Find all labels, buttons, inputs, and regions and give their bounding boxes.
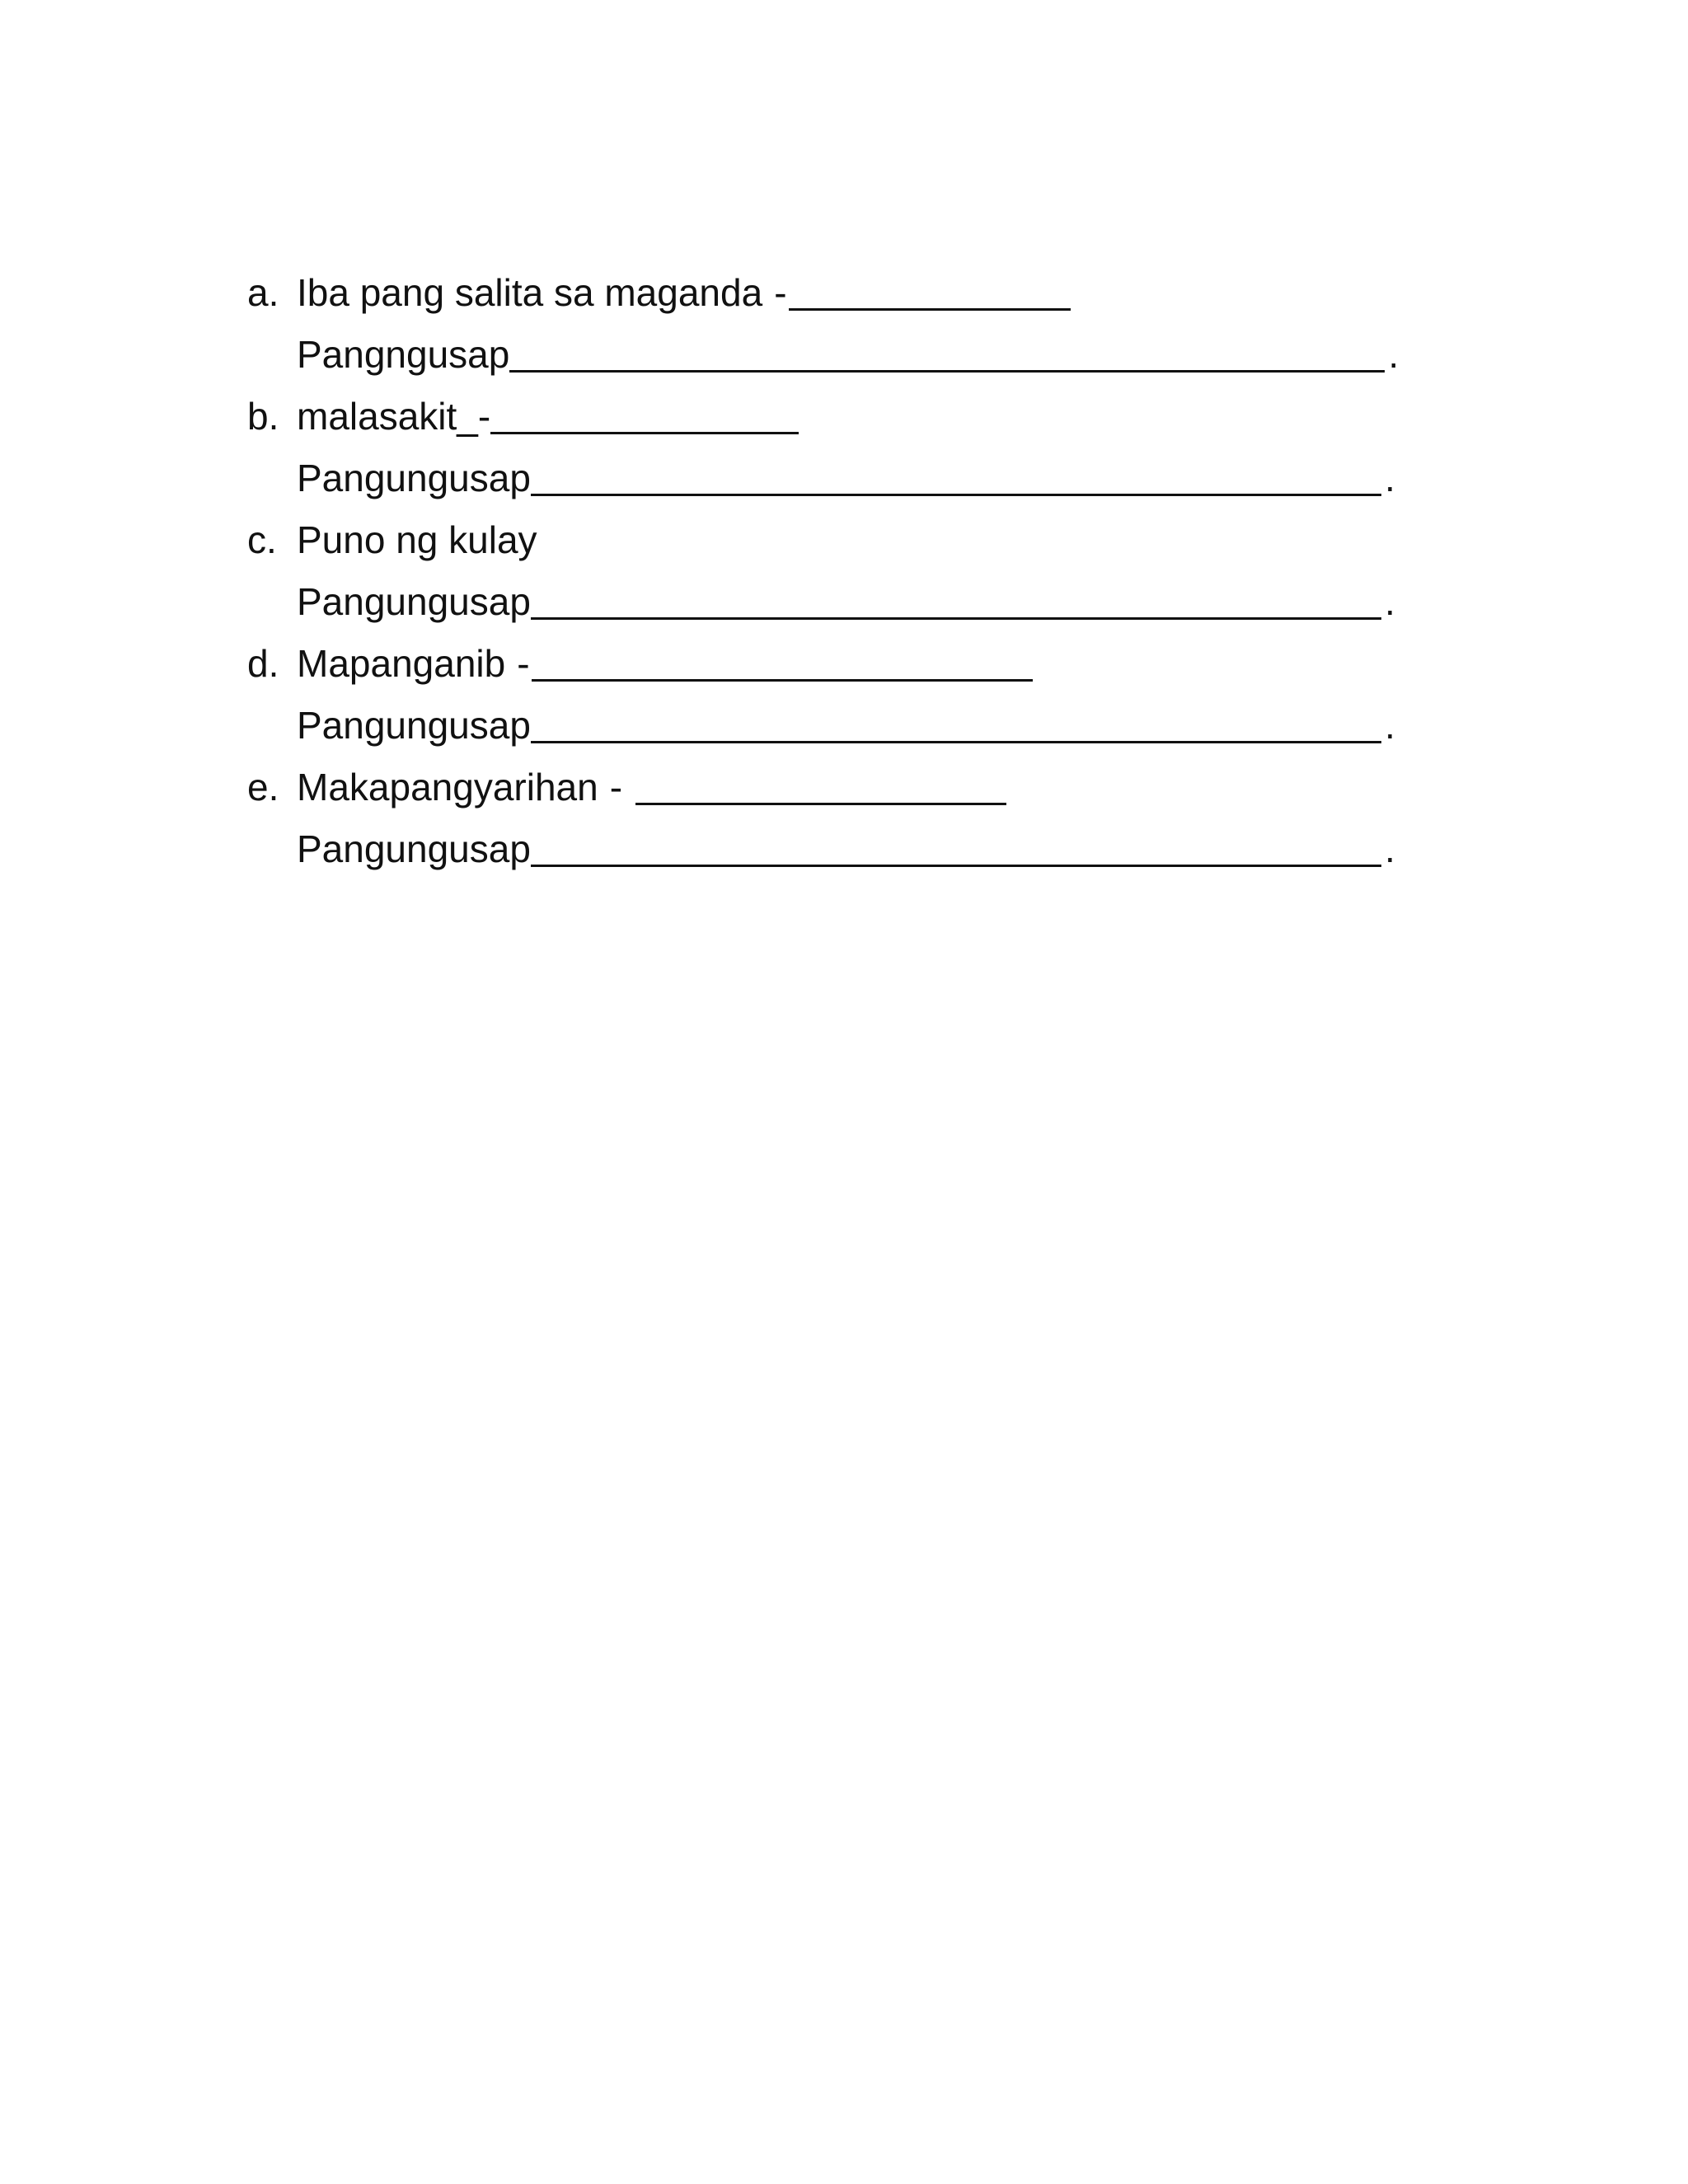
item-marker: c.: [247, 518, 277, 561]
sentence-answer-blank[interactable]: [531, 827, 1381, 867]
item-prompt: Mapanganib: [297, 642, 506, 685]
sentence-content: [297, 571, 1395, 633]
item-prompt: Makapangyarihan: [297, 766, 598, 808]
item-dash: -: [609, 766, 623, 808]
sentence-row-a: [247, 324, 1426, 386]
exercise-list: [247, 262, 1426, 880]
sentence-row-c: [247, 571, 1426, 633]
item-prompt: Puno ng kulay: [297, 518, 537, 561]
sentence-answer-blank[interactable]: [531, 579, 1381, 620]
sentence-period: .: [1384, 580, 1395, 623]
item-marker: d.: [247, 642, 279, 685]
sentence-label: Pangungusap: [297, 580, 531, 623]
item-prompt-row: [297, 509, 537, 571]
item-prompt-row: [297, 386, 799, 448]
item-prompt-row: [297, 757, 1006, 818]
sentence-content: [297, 324, 1399, 386]
item-marker: e.: [247, 766, 279, 808]
sentence-period: .: [1388, 333, 1400, 376]
word-answer-blank[interactable]: [490, 394, 799, 434]
sentence-answer-blank[interactable]: [509, 332, 1385, 373]
sentence-label: Pangungusap: [297, 704, 531, 747]
sentence-period: .: [1384, 827, 1395, 870]
sentence-label: Pangngusap: [297, 333, 510, 376]
item-dash: -: [477, 395, 491, 438]
list-item-c: [247, 509, 1426, 571]
sentence-content: [297, 695, 1395, 757]
sentence-content: [297, 448, 1395, 509]
sentence-answer-blank[interactable]: [531, 703, 1381, 743]
word-answer-blank[interactable]: [532, 641, 1033, 682]
sentence-row-e: [247, 818, 1426, 880]
item-prompt: Iba pang salita sa maganda: [297, 271, 763, 314]
list-item-d: [247, 633, 1426, 695]
item-prompt-row: [297, 262, 1071, 324]
item-prompt-row: [297, 633, 1033, 695]
item-dash: -: [517, 642, 530, 685]
item-marker: b.: [247, 395, 279, 438]
sentence-content: [297, 818, 1395, 880]
sentence-label: Pangungusap: [297, 457, 531, 499]
word-answer-blank[interactable]: [789, 270, 1071, 311]
list-item-b: [247, 386, 1426, 448]
list-item-e: [247, 757, 1426, 818]
sentence-row-b: [247, 448, 1426, 509]
item-dash: -: [774, 271, 787, 314]
sentence-label: Pangungusap: [297, 827, 531, 870]
item-marker: a.: [247, 271, 279, 314]
item-prompt: malasakit_: [297, 395, 478, 438]
sentence-row-d: [247, 695, 1426, 757]
sentence-period: .: [1384, 704, 1395, 747]
sentence-answer-blank[interactable]: [531, 456, 1381, 496]
list-item-a: [247, 262, 1426, 324]
word-answer-blank[interactable]: [635, 765, 1006, 805]
sentence-period: .: [1384, 457, 1395, 499]
